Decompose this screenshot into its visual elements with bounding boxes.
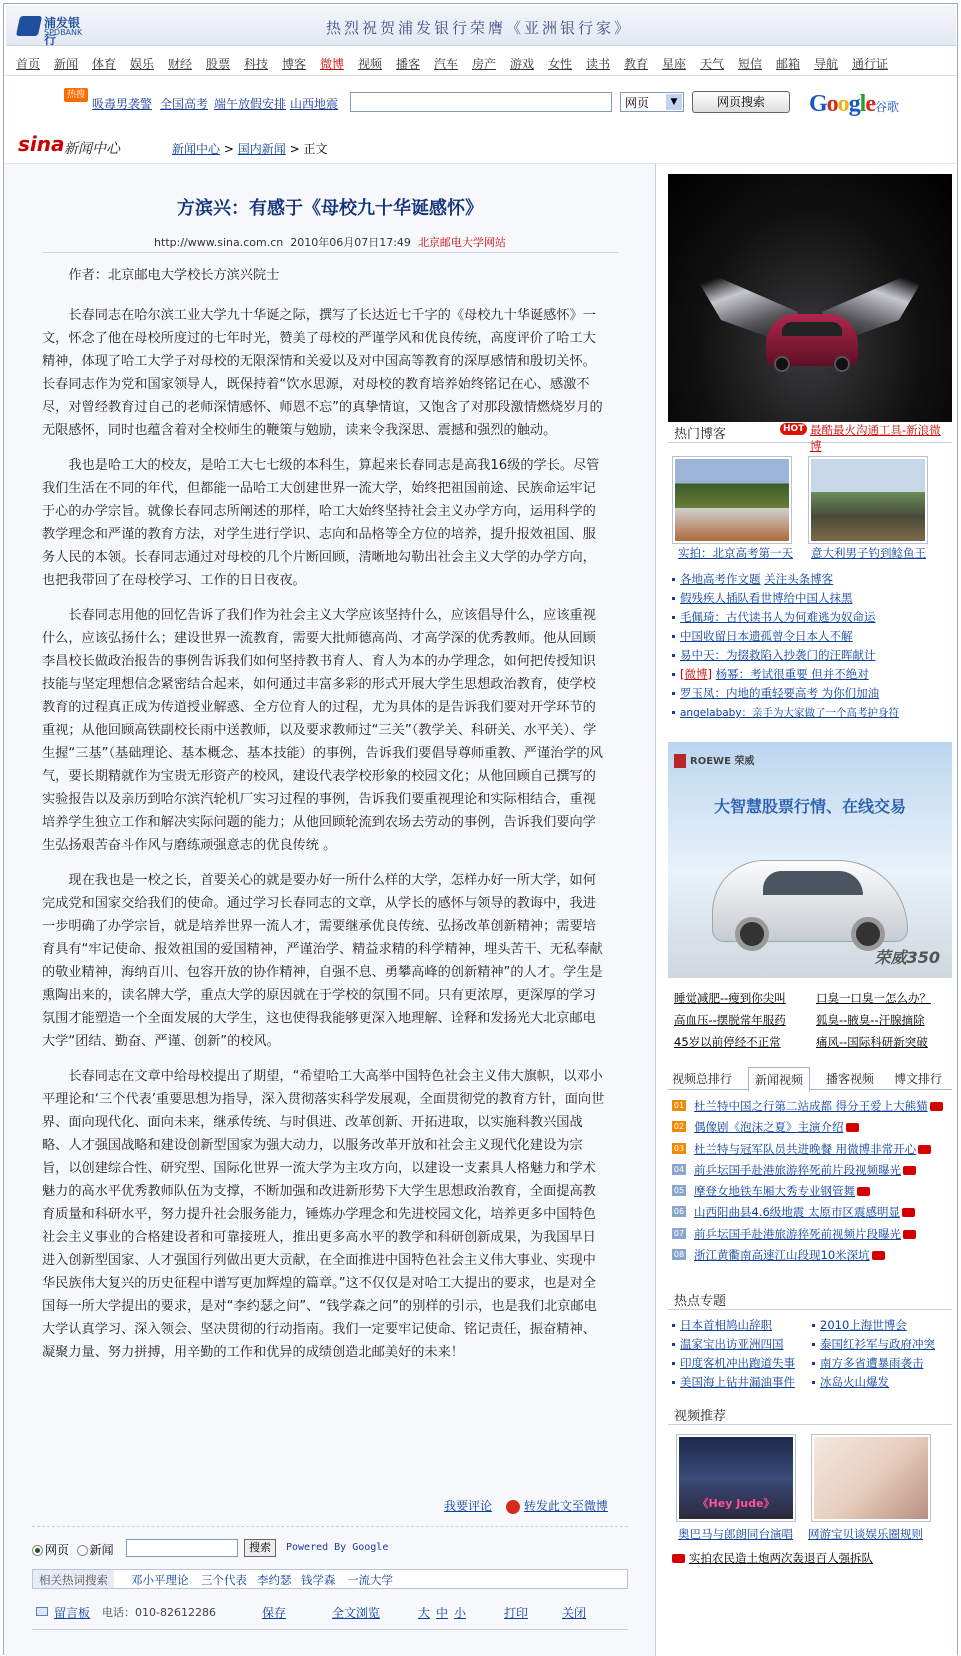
list-item [672,627,952,646]
related-hot-words [32,1569,628,1589]
topic-link[interactable]: 南方多省遭暴雨袭击 [820,1356,924,1370]
sina-logo[interactable]: sina [18,132,65,156]
article-meta [4,234,656,250]
weibo-tag-link[interactable]: [微博] [680,667,712,681]
blog-link[interactable]: 杨幂：考试很重要 但并不绝对 [715,667,869,681]
rank-number: 04 [673,1164,685,1174]
rank-number: 01 [673,1101,685,1110]
article-paragraph: 现在我也是一校之长，首要关心的就是要办好一所什么样的大学，怎样办好一所大学，如何完成党和国家交给我们的使命。通过学习长春同志的文章，从学长的感怀与领导的教诲中，我进一步明确了办学宗旨，就是培养世界一流人才，需要继承优良传统、弘扬改革创新精神；需要培育具有“牢记使命、报效祖国的爱国精神，严谨治学、精益求精的科学精神，埋头苦干、无私奉献的敬业精神，海纳百川、包容开放的协作精神，自强不息、勇攀高峰的创新精神”的人才。学生是熏陶出来的，读名牌大学，重点大学的原因就在于学校的氛围不同。只有更浓厚，更深厚的学习氛围才能塑造一个全面发展的大学生，这也使得我能够更深入地理解、诠释和发扬光大北京邮电大学“团结、勤奋、严谨、创新”的校风。 [42,873,603,1049]
list-item [672,1202,952,1223]
video-camera-icon [930,1102,943,1111]
rank-number: 02 [673,1122,685,1132]
text-ad-link[interactable]: 睡觉减肥--瘦到你尖叫 [674,991,786,1005]
list-item [672,703,952,723]
roewe-logo-icon [674,754,686,768]
message-board-link[interactable]: 留言板 [54,1606,91,1620]
video-camera-icon [903,1166,916,1175]
video-ranking-tabs [668,1066,952,1090]
topic-link[interactable]: 2010上海世博会 [820,1318,907,1332]
nav-link[interactable]: 女性 [548,57,573,71]
spdbank-logo-en: SPDBANK [44,28,83,37]
text-ad-link[interactable]: 45岁以前停经不正常 [674,1035,781,1049]
breadcrumb-domestic[interactable]: 国内新闻 [237,142,286,156]
spdbank-logo-mark-icon [16,16,42,36]
thumb-caption-link[interactable]: 意大利男子钓到鲶鱼王 [811,546,926,560]
tab-video-total[interactable]: 视频总排行 [672,1072,733,1086]
rank-number: 08 [673,1250,685,1260]
topic-link[interactable]: 印度客机冲出跑道失事 [680,1356,795,1370]
list-item [672,646,952,665]
related-word-link[interactable]: 邓小平理论 [131,1573,189,1587]
comment-link[interactable]: 我要评论 [444,1499,493,1513]
news-center-title: 新闻中心 [64,141,120,157]
radio-news-label: 新闻 [89,1543,114,1557]
list-item [672,1096,952,1117]
divider [42,252,618,253]
list-item [672,1117,952,1138]
print-link[interactable]: 打印 [504,1606,529,1620]
radio-news[interactable] [77,1545,88,1556]
list-item [672,570,952,589]
article-paragraph: 长春同志在文章中给母校提出了期望，“希望哈工大高举中国特色社会主义伟大旗帜，以邓小平理论和‘三个代表’重要思想为指导，深入贯彻落实科学发展观，全面贯彻党的教育方针，面向世界、面向现代化、面向未来，继承传统、与时俱进、改革创新、开拓进取，以实施科教兴国战略、人才强国战略和建设创新型国家为强大动力，以服务改革开放和社会主义现代化建设为宗旨，以创建综合性、研究型、国际化世界一流大学为主攻方向，以建设一支素具人格魅力和学术魅力的高水平优秀教师队伍为支撑，不断加强和改进新形势下大学生思想政治教育，全面提高教育质量和科研水平，努力提升社会服务能力，锤炼办学理念和先进校园文化，培养更多中国特色社会主义事业的合格建设者和可靠接班人，推出更多高水平的教学和科研创新成果，为我国早日进入创新型国家、人才强国行列做出更大贡献，在全面推进中国特色社会主义伟大事业、实现中华民族伟大复兴的历史征程中谱写更加辉煌的篇章。”这不仅仅是对哈工大提出的要求，也是对全国每一所大学提出的要求，是对“李约瑟之问”、“钱学森之问”的别样的引示，也是我们北京邮电大学认真学习、深入领会、坚决贯彻的行动指南。我们一定要牢记使命、铭记责任，振奋精神、凝聚力量、努力拼搏，用辛勤的工作和优异的成绩创造北邮美好的未来！ [42,1069,605,1360]
video-overlay-text: 《Hey Jude》 [697,1497,775,1510]
nav-link[interactable]: 通行证 [852,57,889,71]
video-link[interactable]: 前乒坛国手赴港旅游猝死前视频片段曝光 [694,1226,901,1241]
related-word-link[interactable]: 钱学森 [301,1573,336,1587]
blog-thumb-image[interactable] [808,456,928,544]
related-word-link[interactable]: 李约瑟 [257,1573,292,1587]
nav-link[interactable]: 导航 [814,57,839,71]
nav-link[interactable]: 短信 [738,57,763,71]
hot-blog-header [668,419,952,453]
rank-number: 07 [673,1228,685,1238]
article-paragraph: 长春同志用他的回忆告诉了我们作为社会主义大学应该坚持什么，应该倡导什么，应该重视什么，应该弘扬什么；建设世界一流教育，需要大批师德高尚、才高学深的优秀教师。他从回顾李昌校长做政治报告的事例告诉我们如何坚持教书育人、育人为本的办学理念，如何把传授知识技能与坚定理想信念紧密结合起来，如何通过丰富多彩的形式开展大学生思想政治教育，使学校教育的过程真正成为传道授业解惑、全方位育人的过程，尤为具体的是告诉我们要对开学环节的重视；从他回顾高铁副校长雨中送教师，以及要求教师过“三关”（教学关、科研关、水平关）、学生握“三基”（基础理论、基本概念、基本技能）的事例，告诉我们要倡导尊师重教、严谨治学的风气，要长期精就作为宝贵无形资产的校风，建设代表学校形象的校园文化；从他回顾自己撰写的实验报告以及亲历到哈尔滨汽轮机厂实习过程的事例，告诉我们要重视理论和实际相结合，重视培养学生独立工作和解决实际问题的能力；从他回顾轮流到农场去劳动的事例，告诉我们要向学生弘扬艰苦奋斗作风与磨练顽强意志的优良传统 。 [42,608,603,853]
list-item [672,665,952,684]
topic-link[interactable]: 美国海上钻井漏油事件 [680,1375,795,1389]
text-ad-link[interactable]: 狐臭--腋臭--汗腺摘除 [816,1013,925,1027]
blog-link[interactable]: 假残疾人插队看世博给中国人抹黑 [680,591,853,605]
nav-link[interactable]: 读书 [586,57,611,71]
video-link[interactable]: 杜兰特与冠军队员共进晚餐 用微博非常开心 [694,1141,917,1156]
blog-link[interactable]: angelababy：亲手为大家做了一个高考护身符 [680,707,900,719]
breadcrumb-separator-icon: > [289,142,304,156]
spdbank-logo-cn: 浦发银行 [44,16,81,47]
hot-badge: HOT [780,423,807,435]
hot-blog-list [672,570,952,723]
page-frame [3,3,958,1655]
chevron-down-icon: ▼ [666,94,682,110]
search-type-value: 网页 [625,96,650,110]
nav-link[interactable]: 财经 [168,57,193,71]
list-item [672,1224,952,1245]
list-item [672,608,952,627]
nav-link[interactable]: 体育 [92,57,117,71]
article-paragraph: 长春同志在哈尔滨工业大学九十华诞之际，撰写了长达近七千字的《母校九十华诞感怀》一文，怀念了他在母校所度过的七年时光，赞美了母校的严谨学风和优良传统，高度评价了哈工大精神，体现了哈工大学子对母校的无限深情和关爱以及对中国高等教育的深厚感情和殷切关怀。长春同志作为党和国家领导人，既保持着“饮水思源，对母校的教育培养始终铭记在心、感激不尽，对曾经教育过自己的老师深情感怀、师恩不忘”的真挚情谊，又饱含了对那段激情燃烧岁月的无限感怀，同时也蕴含着对全校师生的鞭策与勉励，读来令我深思、震撼和强烈的触动。 [42,308,603,438]
video-link[interactable]: 实拍农民造土炮两次轰退百人强拆队 [689,1551,873,1565]
nav-link-weibo[interactable]: 微博 [320,57,345,71]
blog-link[interactable]: 各地高考作文题 [680,572,761,586]
red-car-graphic [766,314,858,366]
blog-link[interactable]: 易中天：为掇救陷入抄袭门的汪晖献计 [680,648,876,662]
text-ad-link[interactable]: 高血压--摆脱常年服药 [674,1013,786,1027]
text-ad-link[interactable]: 口臭一口臭一怎么办？ [816,991,931,1005]
video-thumb[interactable] [676,1434,796,1522]
divider [32,1629,628,1630]
video-camera-icon [672,1554,685,1563]
blog-link[interactable]: 罗玉凤：内地的重轻要高考 为你们加油 [680,686,880,700]
forward-to-weibo-link[interactable]: 转发此文至微博 [523,1499,608,1513]
section-header [4,128,957,164]
meta-url: http://www.sina.com.cn [154,236,284,249]
nav-link[interactable]: 天气 [700,57,725,71]
banner-slogan: 热烈祝贺浦发银行荣膺《亚洲银行家》 [326,19,633,37]
meta-source[interactable]: 北京邮电大学网站 [417,236,506,249]
topic-link[interactable]: 泰国红衫军与政府冲突 [820,1337,935,1351]
top-banner-ad[interactable] [6,6,956,46]
nav-link[interactable]: 股票 [206,57,231,71]
nav-link[interactable]: 博客 [282,57,307,71]
search-bar [4,84,957,120]
article-title: 方滨兴：有感于《母校九十华诞感怀》 [177,198,483,219]
nav-link[interactable]: 房产 [472,57,497,71]
site-search-button[interactable]: 搜索 [244,1539,276,1557]
video-link[interactable]: 浙江黄衢南高速江山段现10米深坑 [694,1248,870,1263]
blog-link[interactable]: 关注头条博客 [764,572,834,586]
channel-nav [4,50,957,76]
video-list [672,1096,952,1266]
white-car-graphic [712,860,908,942]
nav-link[interactable]: 科技 [244,57,269,71]
google-site-search [32,1541,628,1558]
video-camera-icon [846,1123,859,1132]
font-large-link[interactable]: 大 [418,1606,431,1620]
spdbank-logo [18,14,88,47]
video-camera-icon [872,1251,885,1260]
blog-thumb-image[interactable] [672,456,792,544]
related-word-link[interactable]: 三个代表 [201,1573,247,1587]
mail-icon [36,1607,48,1616]
rank-number: 05 [673,1186,685,1196]
breadcrumb-news-center[interactable]: 新闻中心 [172,142,221,156]
hot-word-link[interactable]: 吸毒男袭警 [92,97,153,111]
video-caption-link[interactable]: 网游宝贝谈娱乐圈规则 [808,1527,923,1541]
nav-link[interactable]: 首页 [16,57,41,71]
list-item [672,1160,952,1181]
contact-phone: 电话：010-82612286 [102,1606,216,1619]
list-item [672,589,952,608]
ad-slogan: 大智慧股票行情、在线交易 [713,797,906,816]
hot-topics-header [668,1286,952,1310]
breadcrumb [172,140,327,157]
close-link[interactable]: 关闭 [562,1606,587,1620]
powered-by-google[interactable]: Powered By Google [286,1542,389,1553]
nav-link[interactable]: 汽车 [434,57,459,71]
nav-link[interactable]: 视频 [358,57,383,71]
blog-link[interactable]: 毛佩琦：古代读书人为何难逃为奴命运 [680,610,876,624]
ad-model-name: 荣威350 [874,948,940,967]
video-link[interactable]: 摩登女地铁车厢大秀专业钢管舞 [694,1184,855,1199]
video-camera-icon [902,1208,915,1217]
hot-search-icon: 热搜 [64,88,88,102]
font-medium-link[interactable]: 中 [436,1606,449,1620]
search-input[interactable] [350,92,612,112]
video-link[interactable]: 偶像剧《泡沫之夏》主演介绍 [694,1120,844,1135]
nav-link[interactable]: 邮箱 [776,57,801,71]
article-paragraph: 我也是哈工大的校友，是哈工大七七级的本科生，算起来长春同志是高我16级的学长。尽管我们生活在不同的年代，但都能一品哈工大创建世界一流大学，始终把祖国前途、民族命运牢记于心的办学宗旨。就像长春同志所阐述的那样，哈工大始终坚持社会主义办学方向，运用科学的教学理念和严谨的教育方法，对学生进行学识、志向和品格等全方位的培养，提升报效祖国、服务人民的本领。长春同志通过对母校的几个片断回顾，清晰地勾勒出社会主义大学的办学方向，也把我带回了在母校学习、工作的日日夜夜。 [42,458,600,588]
radio-web[interactable] [32,1545,43,1556]
rank-number: 06 [673,1207,685,1217]
article-column [4,164,656,1656]
nav-link[interactable]: 播客 [396,57,421,71]
list-item [672,1139,952,1160]
video-link[interactable]: 杜兰特中国之行第二站成都 得分王爱上大熊猫 [694,1099,928,1113]
video-link[interactable]: 前乒坛国手赴港旅游猝死前片段视频曝光 [694,1162,901,1177]
save-link[interactable]: 保存 [262,1606,287,1620]
related-hot-words-label: 相关热词搜索 [33,1570,114,1588]
list-item [672,1245,952,1266]
list-item [672,684,952,703]
hot-word-link[interactable]: 端午放假安排 [214,97,287,111]
text-ad-link[interactable]: 痛风--国际科研新突破 [816,1035,928,1049]
topic-link[interactable]: 温家宝出访亚洲四国 [680,1337,784,1351]
sidebar [658,164,957,1656]
thumb-caption-link[interactable]: 实拍：北京高考第一天 [678,546,793,560]
nav-link[interactable]: 教育 [624,57,649,71]
list-item [672,1181,952,1202]
font-small-link[interactable]: 小 [454,1606,467,1620]
roewe-ad-image[interactable] [668,742,952,978]
video-recommend-title: 视频推荐 [674,1409,727,1424]
hot-word-link[interactable]: 全国高考 [160,97,209,111]
nav-link[interactable]: 新闻 [54,57,79,71]
nav-link[interactable]: 游戏 [510,57,535,71]
share-links [444,1497,618,1514]
car-ad-image[interactable] [668,174,952,422]
breadcrumb-separator-icon: > [223,142,238,156]
site-search-input[interactable] [126,1539,238,1557]
video-camera-icon [857,1187,870,1196]
roewe-brand: ROEWE 荣威 [674,752,754,768]
hot-word-link[interactable]: 山西地震 [290,97,339,111]
meta-time: 2010年06月07日17:49 [290,236,411,249]
breadcrumb-current: 正文 [303,142,328,156]
video-camera-icon [903,1230,916,1239]
web-search-button[interactable]: 网页搜索 [692,91,790,113]
hot-blog-title: 热门博客 [674,427,727,442]
topic-link[interactable]: 日本首相鸠山辞职 [680,1318,772,1332]
hot-topics-title: 热点专题 [674,1294,727,1309]
search-type-select[interactable] [620,92,684,112]
full-view-link[interactable]: 全文浏览 [332,1606,381,1620]
video-thumb[interactable] [811,1434,931,1522]
weibo-icon [506,1500,520,1514]
tab-blog-ranking[interactable]: 博文排行 [894,1072,943,1086]
article-body [42,264,606,1376]
nav-link[interactable]: 星座 [662,57,687,71]
weibo-promo-link[interactable]: 最酷最火沟通工具-新浪微博 [810,423,941,453]
blog-link[interactable]: 中国收留日本遗孤曾令日本人不解 [680,629,853,643]
rank-number: 03 [673,1143,685,1153]
video-camera-icon [918,1145,931,1154]
topic-link[interactable]: 冰岛火山爆发 [820,1375,889,1389]
article-author: 作者：北京邮电大学校长方滨兴院士 [68,268,280,283]
nav-link[interactable]: 娱乐 [130,57,155,71]
tab-news-video[interactable]: 新闻视频 [748,1067,810,1092]
list-item [672,1550,873,1566]
video-recommend-header [668,1401,952,1425]
radio-web-label: 网页 [45,1543,70,1557]
video-link[interactable]: 山西阳曲县4.6级地震 太原市区震感明显 [694,1205,900,1220]
google-logo: Google谷歌 [809,91,900,117]
tab-podcast-video[interactable]: 播客视频 [826,1072,875,1086]
related-word-link[interactable]: 一流大学 [347,1573,393,1587]
video-caption-link[interactable]: 奥巴马与郎朗同台演唱 [678,1527,793,1541]
divider [32,1526,628,1527]
